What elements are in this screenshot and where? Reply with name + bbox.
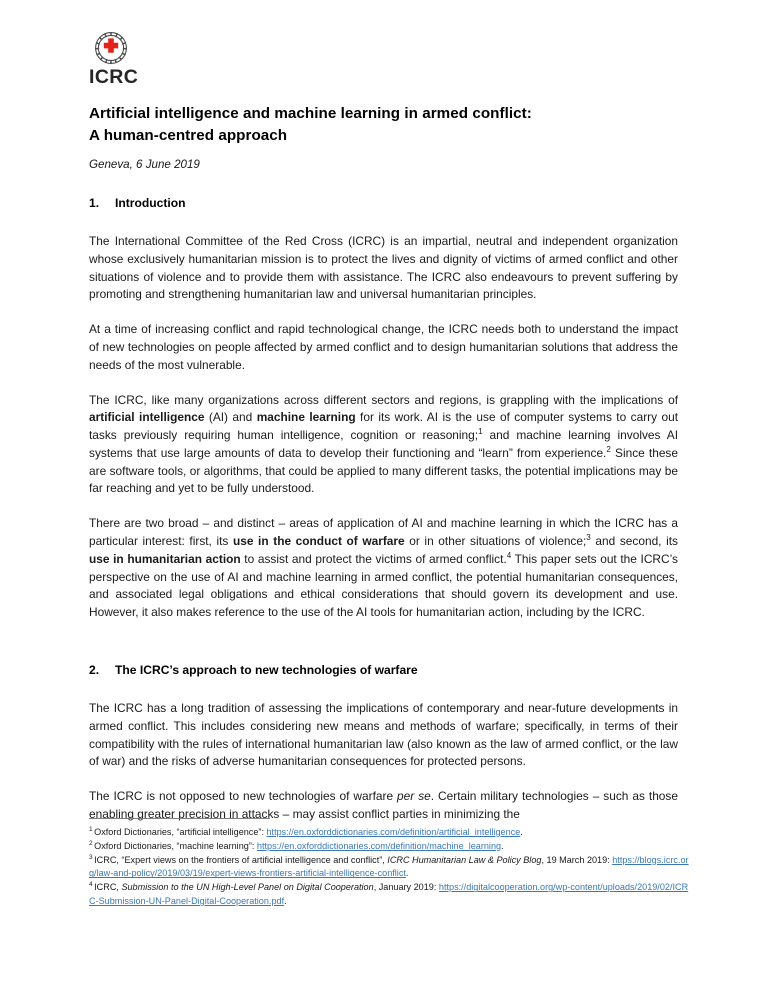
footnote-marker: 3 <box>89 853 93 861</box>
footnote-reference: 3 <box>586 533 591 543</box>
text-run: (AI) and <box>204 410 257 425</box>
dateline: Geneva, 6 June 2019 <box>89 158 200 171</box>
footnote-item <box>89 840 689 854</box>
section-heading-label: Introduction <box>115 196 186 210</box>
page-title <box>89 103 689 146</box>
footnote-item <box>89 881 689 909</box>
footnote-reference: 4 <box>506 550 512 560</box>
text-run: At a time of increasing conflict and rapid technological change, the ICRC needs both to understand the impact of new technologies on people affected by armed conflict and to design humanitarian solutions that address the needs of the most vulnerable. <box>89 322 678 372</box>
text-run: to assist and protect the victims of armed conflict. <box>240 551 507 566</box>
section-heading-label: The ICRC’s approach to new technologies of warfare <box>115 663 418 678</box>
red-cross-emblem-icon <box>94 31 128 65</box>
footnote-link[interactable]: https://en.oxforddictionaries.com/definition/artificial_intelligence <box>266 827 521 837</box>
body-paragraph <box>89 392 678 499</box>
italic-run: ICRC Humanitarian Law & Policy Blog <box>387 854 542 865</box>
text-run: . <box>405 868 409 879</box>
text-run: There are two broad – and distinct – areas of application of AI and machine learning in which the ICRC has a particular interest: first, its <box>89 516 678 549</box>
text-run: or in other situations of violence; <box>404 534 587 549</box>
text-run: , January 2019: <box>373 882 439 893</box>
heading-gap <box>89 212 678 233</box>
text-run: . Certain military technologies – such as those enabling greater precision in attacks – may assist conflict parties in minimizing the <box>89 789 678 821</box>
footnote-link[interactable]: https://en.oxforddictionaries.com/definition/machine_learning <box>256 840 502 851</box>
paragraph-gap <box>89 304 678 321</box>
bold-run: use in humanitarian action <box>89 551 241 566</box>
paragraph-gap <box>89 375 678 392</box>
text-run: , 19 March 2019: <box>541 854 613 865</box>
italic-run: Submission to the UN High-Level Panel on Digital Cooperation <box>121 882 374 893</box>
body-paragraph <box>89 321 678 374</box>
document-body <box>89 195 678 824</box>
bold-run: use in the conduct of warfare <box>232 534 405 549</box>
text-run: for its work. AI is the use of computer systems to carry out tasks previously requiring human intelligence, cognition or reasoning; <box>89 410 679 443</box>
footnote-link[interactable]: https://digitalcooperation.org/wp-content/uploads/2019/02/ICRC-Submission-UN-Panel-Digital-Cooperation.pdf <box>89 882 689 907</box>
text-run: The ICRC is not opposed to new technologies of warfare <box>89 789 398 804</box>
section-number: 2. <box>89 663 100 678</box>
text-run: Oxford Dictionaries, “artificial intelligence”: <box>94 827 267 837</box>
footnote-marker: 1 <box>89 825 93 833</box>
page-title-line-2: A human-centred approach <box>89 126 288 144</box>
text-run: ICRC, “Expert views on the frontiers of artificial intelligence and conflict”, <box>94 854 388 865</box>
text-run: Since these are software tools, or algorithms, that could be applied to many different tasks, the potential implications may be far reaching and yet to be fully understood. <box>89 445 678 496</box>
footnote-marker: 4 <box>89 881 93 889</box>
text-run: This paper sets out the ICRC’s perspective on the use of AI and machine learning in armed conflict, the potential humanitarian consequences, and associated legal obligations and ethical considerations that should govern its development and use. However, it also makes reference to the use of the AI tools for humanitarian action, including by the ICRC. <box>89 551 678 620</box>
section-heading-1 <box>89 195 678 212</box>
paragraph-gap <box>89 771 678 788</box>
icrc-logo <box>89 31 289 87</box>
italic-run: per se <box>397 789 431 804</box>
text-run: . <box>520 827 523 837</box>
text-run: The ICRC, like many organizations across different sectors and regions, is grappling with the implications of <box>89 392 678 407</box>
text-run: and second, its <box>590 534 678 549</box>
footnote-separator <box>89 818 270 819</box>
icrc-wordmark: ICRC <box>89 66 139 88</box>
section-number: 1. <box>89 196 100 210</box>
bold-run: artificial intelligence <box>89 410 205 425</box>
text-run: Oxford Dictionaries, “machine learning”: <box>94 840 257 851</box>
section-heading-2 <box>89 662 678 679</box>
body-paragraph <box>89 233 678 304</box>
page-title-line-1: Artificial intelligence and machine learning in armed conflict: <box>89 105 532 122</box>
body-paragraph <box>89 700 678 771</box>
body-paragraph <box>89 515 678 622</box>
text-run: . <box>501 840 504 851</box>
heading-gap <box>89 679 678 700</box>
footnotes-area <box>89 818 689 909</box>
footnote-reference: 1 <box>478 427 483 437</box>
footnote-list <box>89 826 689 909</box>
footnote-item <box>89 854 689 882</box>
text-run: The International Committee of the Red Cross (ICRC) is an impartial, neutral and independent organization whose exclusively humanitarian mission is to protect the lives and dignity of victims of armed conflict and other situations of violence and to provide them with assistance. The ICRC also endeavours to prevent suffering by promoting and strengthening humanitarian law and universal humanitarian principles. <box>89 233 678 302</box>
text-run: . <box>284 896 287 907</box>
bold-run: machine learning <box>256 410 356 425</box>
text-run: The ICRC has a long tradition of assessing the implications of contemporary and near-future developments in armed conflict. This includes considering new means and methods of warfare; specifically, in terms of their compatibility with the rules of international humanitarian law (also known as the law of armed conflict, or the law of war) and the risks of adverse humanitarian consequences for protected persons. <box>89 700 678 769</box>
footnote-marker: 2 <box>89 839 93 847</box>
text-run: and machine learning involves AI systems that use large amounts of data to develop their functioning and “learn” from experience. <box>89 428 678 460</box>
text-run: ICRC, <box>94 882 122 893</box>
footnote-link[interactable]: https://blogs.icrc.org/law-and-policy/2019/03/19/expert-views-frontiers-artificial-intelligence-conflict <box>89 854 689 879</box>
footnote-item <box>89 826 689 840</box>
paragraph-gap <box>89 498 678 515</box>
section-gap <box>89 622 678 662</box>
footnote-reference: 2 <box>606 444 611 454</box>
